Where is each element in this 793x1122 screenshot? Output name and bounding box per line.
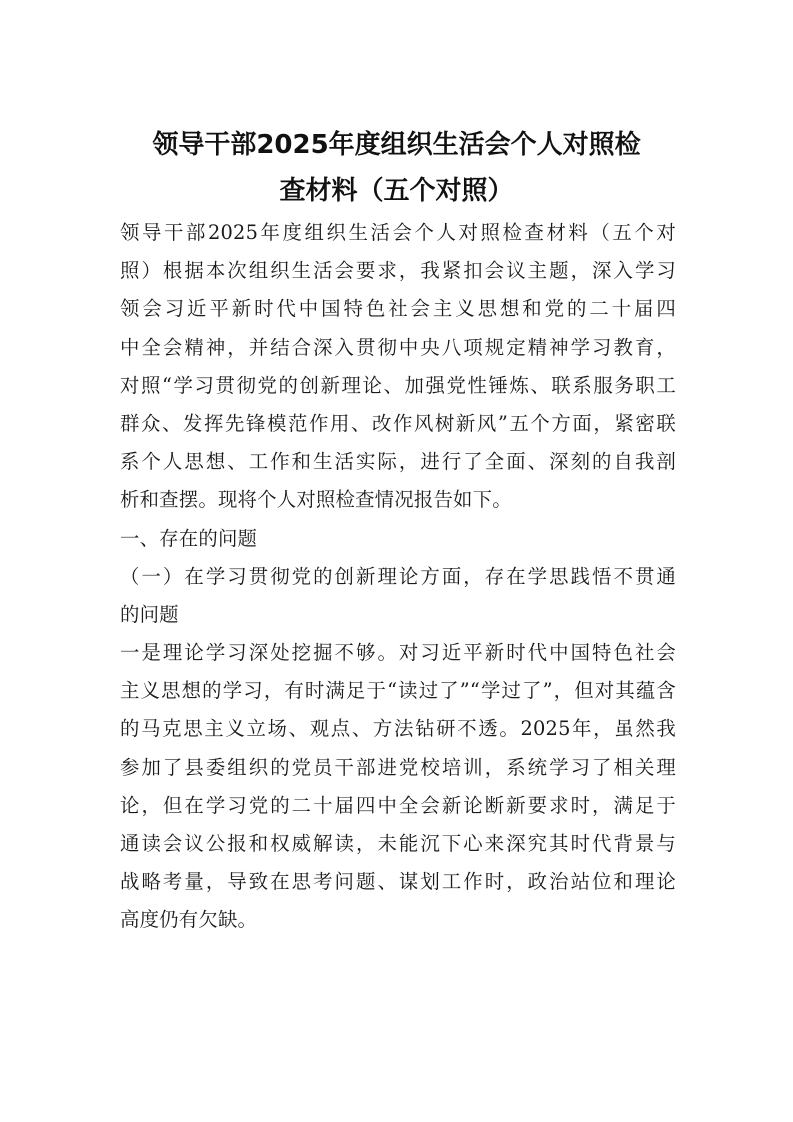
paragraph-line: 主义思想的学习，有时满足于“读过了”“学过了”，但对其蕴含 <box>120 679 676 703</box>
paragraph-line: 的马克思主义立场、观点、方法钻研不透。2025年，虽然我 <box>120 717 676 741</box>
paragraph-line: 群众、发挥先锋模范作用、改作风树新风”五个方面，紧密联 <box>120 411 676 435</box>
paragraph-line: 中全会精神，并结合深入贯彻中央八项规定精神学习教育， <box>120 335 676 359</box>
paragraph-line: 照）根据本次组织生活会要求，我紧扣会议主题，深入学习 <box>120 259 676 283</box>
section-heading: 一、存在的问题 <box>120 526 258 550</box>
document-title-line-1: 领导干部2025年度组织生活会个人对照检 <box>152 130 641 160</box>
paragraph-line: 一是理论学习深处挖掘不够。对习近平新时代中国特色社会 <box>120 641 676 665</box>
paragraph-line: 论，但在学习党的二十届四中全会新论断新要求时，满足于 <box>120 793 676 817</box>
paragraph-line: 领导干部2025年度组织生活会个人对照检查材料（五个对 <box>120 221 676 244</box>
paragraph-line: 对照“学习贯彻党的创新理论、加强党性锤炼、联系服务职工 <box>120 373 676 397</box>
paragraph-line: 参加了县委组织的党员干部进党校培训，系统学习了相关理 <box>120 755 676 779</box>
subsection-heading-line: 的问题 <box>120 602 179 626</box>
paragraph-line: 通读会议公报和权威解读，未能沉下心来深究其时代背景与 <box>120 832 676 855</box>
document-body <box>120 214 676 940</box>
subsection-heading-line: （一）在学习贯彻党的创新理论方面，存在学思践悟不贯通 <box>120 564 676 588</box>
paragraph-line: 战略考量，导致在思考问题、谋划工作时，政治站位和理论 <box>120 870 676 894</box>
paragraph-line: 析和查摆。现将个人对照检查情况报告如下。 <box>120 488 512 512</box>
document-title-line-2: 查材料（五个对照） <box>279 176 514 206</box>
paragraph-line: 领会习近平新时代中国特色社会主义思想和党的二十届四 <box>120 297 676 321</box>
paragraph-line: 系个人思想、工作和生活实际，进行了全面、深刻的自我剖 <box>120 450 676 474</box>
paragraph-line: 高度仍有欠缺。 <box>120 908 258 932</box>
